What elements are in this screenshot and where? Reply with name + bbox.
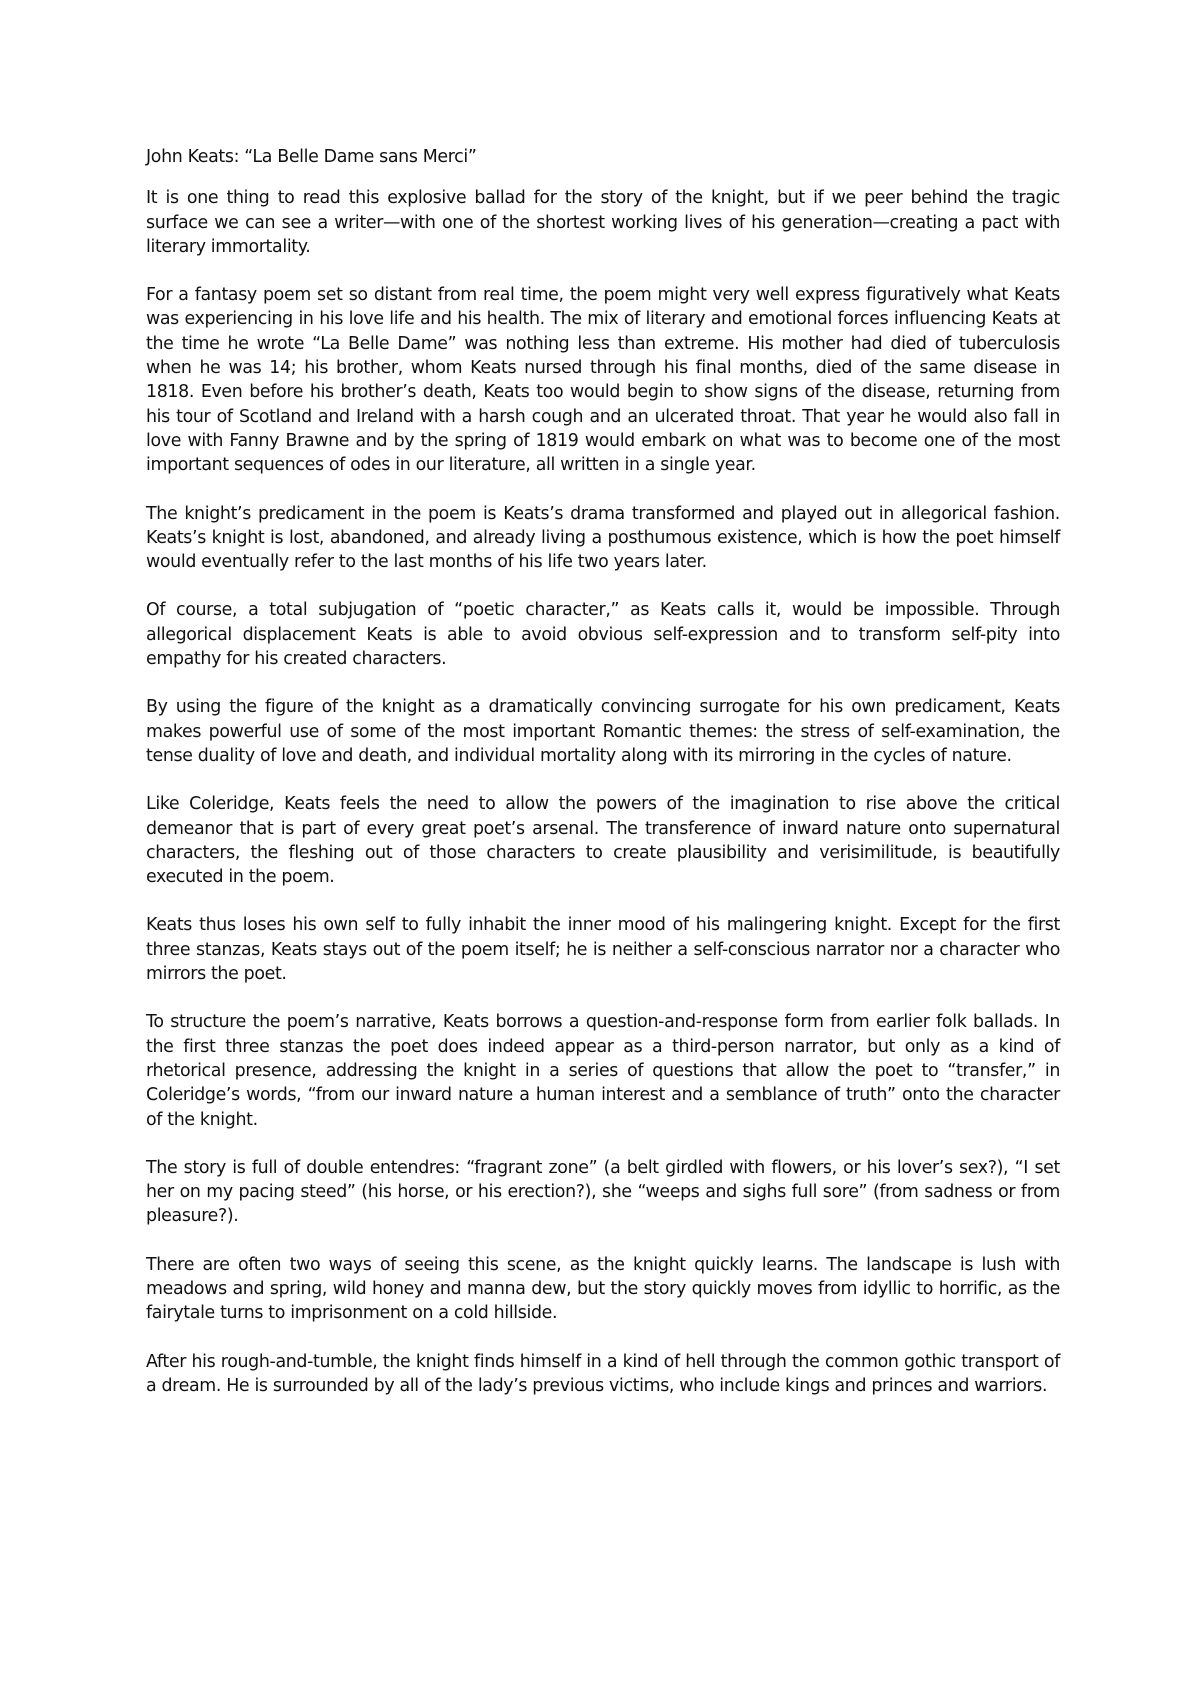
paragraph-10: There are often two ways of seeing this scene, as the knight quickly learns. The landscape is lush with meadows and spring, wild honey and manna dew, but the story quickly moves from idyllic to horrific, as the fairytale turns to imprisonment on a cold hillside.	[146, 1254, 1060, 1324]
paragraph-6: Like Coleridge, Keats feels the need to allow the powers of the imagination to rise above the critical demeanor that is part of every great poet’s arsenal. The transference of inward nature onto supernatural characters, the fleshing out of those characters to create plausibility and verisimilitude, is beautifully executed in the poem.	[146, 794, 1060, 888]
paragraph-2: For a fantasy poem set so distant from real time, the poem might very well express figuratively what Keats was experiencing in his love life and his health. The mix of literary and emotional forces influencing Keats at the time he wrote “La Belle Dame” was nothing less than extreme. His mother had died of tuberculosis when he was 14; his brother, whom Keats nursed through his final months, died of the same disease in 1818. Even before his brother’s death, Keats too would begin to show signs of the disease, returning from his tour of Scotland and Ireland with a harsh cough and an ulcerated throat. That year he would also fall in love with Fanny Brawne and by the spring of 1819 would embark on what was to become one of the most important sequences of odes in our literature, all written in a single year.	[146, 285, 1060, 476]
paragraph-8: To structure the poem’s narrative, Keats borrows a question-and-response form from earlier folk ballads. In the first three stanzas the poet does indeed appear as a third-person narrator, but only as a kind of rhetorical presence, addressing the knight in a series of questions that allow the poet to “transfer,” in Coleridge’s words, “from our inward nature a human interest and a semblance of truth” onto the character of the knight.	[146, 1012, 1060, 1130]
document-page	[146, 145, 1060, 1422]
paragraph-9: The story is full of double entendres: “fragrant zone” (a belt girdled with flowers, or his lover’s sex?), “I set her on my pacing steed” (his horse, or his erection?), she “weeps and sighs full sore” (from sadness or from pleasure?).	[146, 1157, 1060, 1227]
paragraph-7: Keats thus loses his own self to fully inhabit the inner mood of his malingering knight. Except for the first three stanzas, Keats stays out of the poem itself; he is neither a self-conscious narrator nor a character who mirrors the poet.	[146, 915, 1060, 985]
paragraph-5: By using the figure of the knight as a dramatically convincing surrogate for his own predicament, Keats makes powerful use of some of the most important Romantic themes: the stress of self-examination, the tense duality of love and death, and individual mortality along with its mirroring in the cycles of nature.	[146, 697, 1060, 766]
paragraph-1: It is one thing to read this explosive ballad for the story of the knight, but if we peer behind the tragic surface we can see a writer—with one of the shortest working lives of his generation—creating a pact with literary immortality.	[146, 188, 1060, 257]
document-title: John Keats: “La Belle Dame sans Merci”	[146, 147, 477, 167]
paragraph-11: After his rough-and-tumble, the knight finds himself in a kind of hell through the common gothic transport of a dream. He is surrounded by all of the lady’s previous victims, who include kings and princes and warriors.	[146, 1351, 1060, 1396]
paragraph-3: The knight’s predicament in the poem is Keats’s drama transformed and played out in allegorical fashion. Keats’s knight is lost, abandoned, and already living a posthumous existence, which is how the poet himself would eventually refer to the last months of his life two years later.	[146, 503, 1060, 573]
paragraph-4: Of course, a total subjugation of “poetic character,” as Keats calls it, would be impossible. Through allegorical displacement Keats is able to avoid obvious self-expression and to transform self-pity into empathy for his created characters.	[146, 600, 1060, 670]
